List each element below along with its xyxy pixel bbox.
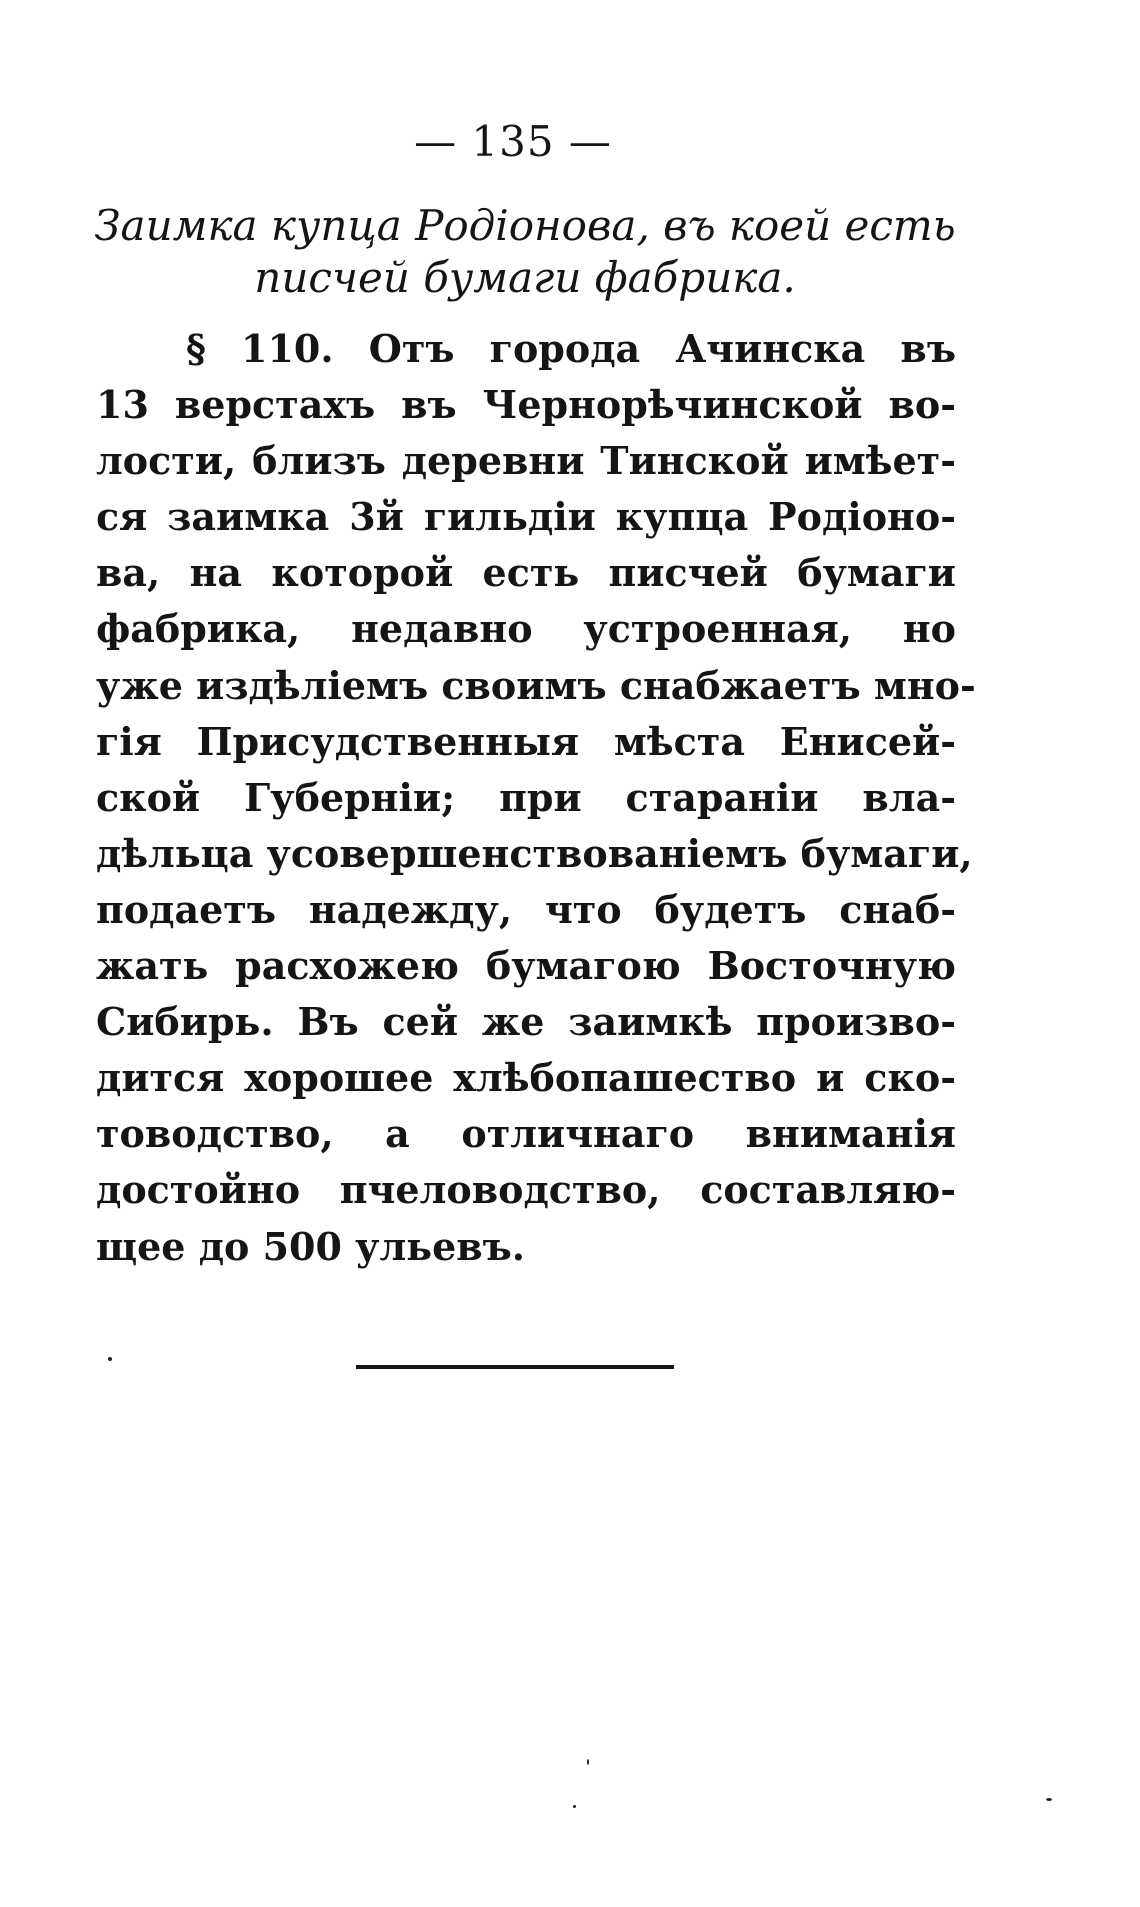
section-heading-line-2: писчей бумаги фабрика. [254, 253, 796, 302]
print-speck [587, 1759, 589, 1765]
text-line: товодство, а отличнаго вниманія [96, 1111, 956, 1157]
text-line: дится хорошее хлѣбопашество и ско- [96, 1055, 956, 1101]
section-heading [90, 200, 960, 304]
text-line: уже издѣліемъ своимъ снабжаетъ мно- [96, 662, 976, 708]
text-line: ва, на которой есть писчей бумаги [96, 550, 956, 596]
text-line: ской Губерніи; при стараніи вла- [96, 774, 956, 820]
text-line: § 110. Отъ города Ачинска въ [186, 326, 956, 371]
text-line: достойно пчеловодство, составляю- [96, 1167, 956, 1213]
section-heading-line-1: Заимка купца Родіонова, въ коей есть [94, 201, 956, 250]
text-line: фабрика, недавно устроенная, но [96, 606, 956, 652]
text-line: щее до 500 ульевъ. [96, 1223, 526, 1269]
text-line: подаетъ надежду, что будетъ снаб- [96, 886, 956, 932]
text-line: ся заимка 3й гильдіи купца Родіоно- [96, 494, 956, 540]
text-line: дѣльца усовершенствованіемъ бумаги, [96, 830, 973, 876]
text-line: жать расхожею бумагою Восточную [96, 943, 956, 989]
print-speck [108, 1357, 112, 1361]
print-speck [1046, 1798, 1052, 1801]
end-rule [356, 1365, 674, 1369]
page-number: — 135 — [414, 117, 612, 166]
text-line: лости, близъ деревни Тинской имѣет- [96, 438, 956, 484]
paragraph-110 [96, 321, 976, 1275]
text-line: гія Присудственныя мѣста Енисей- [96, 718, 956, 764]
text-line: Сибирь. Въ сей же заимкѣ произво- [96, 999, 956, 1045]
print-speck [573, 1805, 576, 1808]
text-line: 13 верстахъ въ Чернорѣчинской во- [96, 382, 956, 428]
